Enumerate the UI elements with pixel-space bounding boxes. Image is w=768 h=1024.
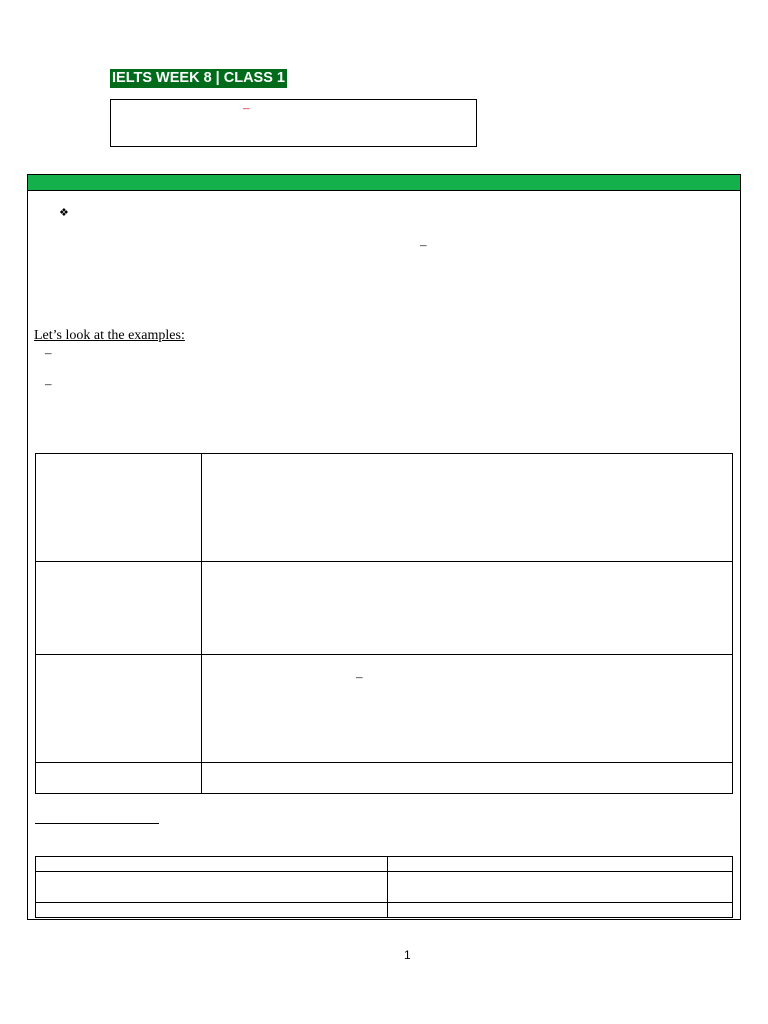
section-header-band bbox=[28, 175, 740, 191]
row-mark: – bbox=[356, 669, 363, 684]
intro-dash: – bbox=[420, 237, 427, 252]
table-cell bbox=[202, 763, 733, 794]
table-cell bbox=[388, 872, 733, 903]
table-cell bbox=[36, 655, 202, 763]
example-mark: – bbox=[45, 345, 52, 360]
table-row bbox=[36, 763, 733, 794]
page-number: 1 bbox=[404, 948, 411, 962]
document-title: IELTS WEEK 8 | CLASS 1 bbox=[112, 70, 285, 86]
section-underline bbox=[35, 823, 159, 824]
table-cell bbox=[36, 872, 388, 903]
table-cell bbox=[202, 454, 733, 562]
info-box bbox=[110, 99, 477, 147]
table-cell bbox=[36, 857, 388, 872]
table-cell bbox=[202, 562, 733, 655]
table-cell bbox=[36, 763, 202, 794]
lesson-frame bbox=[27, 174, 741, 920]
table-cell bbox=[202, 655, 733, 763]
examples-table bbox=[35, 453, 733, 794]
table-cell bbox=[388, 903, 733, 918]
table-row bbox=[36, 903, 733, 918]
second-table bbox=[35, 856, 733, 918]
table-row bbox=[36, 454, 733, 562]
info-box-mark: – bbox=[243, 100, 250, 115]
table-row bbox=[36, 655, 733, 763]
table-cell bbox=[36, 903, 388, 918]
table-cell bbox=[388, 857, 733, 872]
table-row bbox=[36, 857, 733, 872]
examples-heading: Let’s look at the examples: bbox=[34, 328, 185, 343]
example-mark: – bbox=[45, 376, 52, 391]
table-cell bbox=[36, 562, 202, 655]
table-row bbox=[36, 872, 733, 903]
table-row bbox=[36, 562, 733, 655]
table-cell bbox=[36, 454, 202, 562]
diamond-bullet-icon: ❖ bbox=[59, 207, 69, 219]
